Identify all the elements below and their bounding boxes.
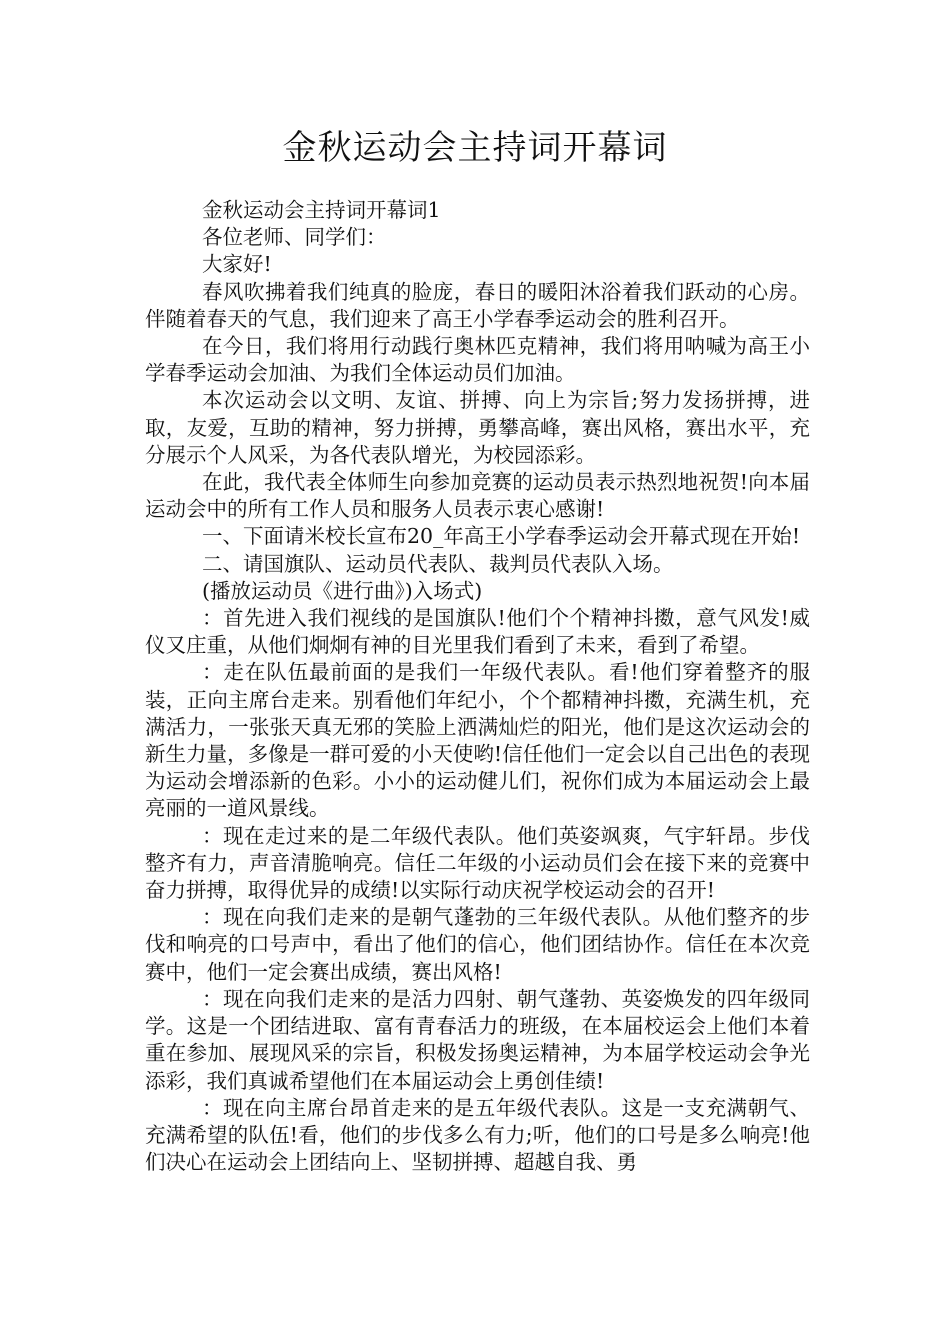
paragraph: ：现在向主席台昂首走来的是五年级代表队。这是一支充满朝气、充满希望的队伍!看，他们的步伐多么有力;听，他们的口号是多么响亮!他们决心在运动会上团结向上、坚韧拼搏、超越自我、勇 — [145, 1095, 810, 1175]
paragraph-greeting: 大家好! — [202, 252, 272, 277]
paragraph-subtitle: 金秋运动会主持词开幕词1 — [202, 198, 441, 222]
paragraph-salutation: 各位老师、同学们： — [202, 225, 387, 250]
paragraph: 在今日，我们将用行动践行奥林匹克精神，我们将用呐喊为高王小学春季运动会加油、为我们全体运动员们加油。 — [145, 334, 810, 386]
paragraph: 在此，我代表全体师生向参加竞赛的运动员表示热烈地祝贺!向本届运动会中的所有工作人员和服务人员表示衷心感谢! — [145, 470, 810, 522]
paragraph: 春风吹拂着我们纯真的脸庞，春日的暖阳沐浴着我们跃动的心房。伴随着春天的气息，我们迎来了高王小学春季运动会的胜利召开。 — [145, 279, 810, 331]
paragraph: (播放运动员《进行曲》)入场式) — [202, 578, 483, 603]
paragraph: ：走在队伍最前面的是我们一年级代表队。看!他们穿着整齐的服装，正向主席台走来。别看他们年纪小，个个都精神抖擞，充满生机，充满活力，一张张天真无邪的笑脸上洒满灿烂的阳光，他们是这次运动会的新生力量，多像是一群可爱的小天使哟!信任他们一定会以自己出色的表现为运动会增添新的色彩。小小的运动健儿们，祝你们成为本届运动会上最亮丽的一道风景线。 — [145, 660, 810, 821]
paragraph: 一、下面请米校长宣布20_年高王小学春季运动会开幕式现在开始! — [202, 524, 801, 549]
paragraph: ：现在走过来的是二年级代表队。他们英姿飒爽，气宇轩昂。步伐整齐有力，声音清脆响亮。信任二年级的小运动员们会在接下来的竞赛中奋力拼搏，取得优异的成绩!以实际行动庆祝学校运动会的召开! — [145, 823, 810, 903]
paragraph: 二、请国旗队、运动员代表队、裁判员代表队入场。 — [202, 551, 674, 576]
paragraph: ：首先进入我们视线的是国旗队!他们个个精神抖擞，意气风发!威仪又庄重，从他们炯炯有神的目光里我们看到了未来，看到了希望。 — [145, 606, 810, 658]
paragraph: ：现在向我们走来的是活力四射、朝气蓬勃、英姿焕发的四年级同学。这是一个团结进取、富有青春活力的班级，在本届校运会上他们本着重在参加、展现风采的宗旨，积极发扬奥运精神，为本届学校运动会争光添彩，我们真诚希望他们在本届运动会上勇创佳绩! — [145, 986, 810, 1093]
document-title: 金秋运动会主持词开幕词 — [282, 128, 668, 168]
paragraph: ：现在向我们走来的是朝气蓬勃的三年级代表队。从他们整齐的步伐和响亮的口号声中，看出了他们的信心，他们团结协作。信任在本次竞赛中，他们一定会赛出成绩，赛出风格! — [145, 905, 810, 984]
document-body — [145, 197, 810, 1176]
paragraph: 本次运动会以文明、友谊、拼搏、向上为宗旨;努力发扬拼搏，进取，友爱，互助的精神，努力拼搏，勇攀高峰，赛出风格，赛出水平，充分展示个人风采，为各代表队增光，为校园添彩。 — [145, 388, 810, 467]
